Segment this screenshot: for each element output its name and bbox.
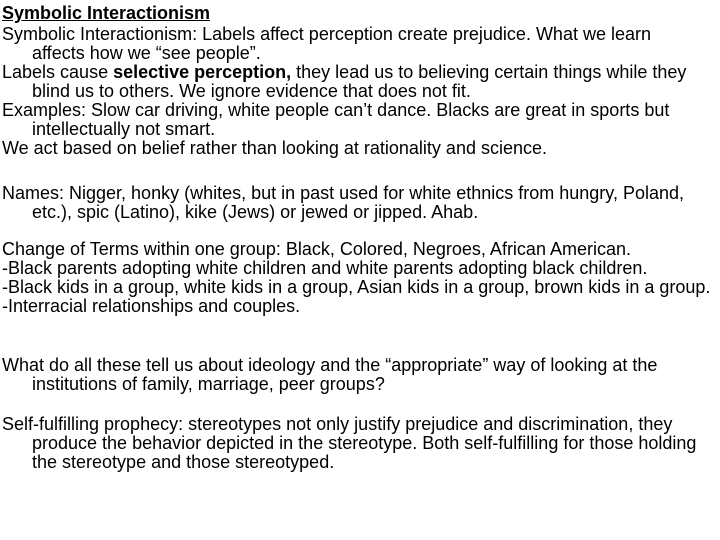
definition-line-2: affects how we “see people”.: [32, 43, 261, 63]
slide-title: [2, 4, 720, 23]
ideology-question-line-2: institutions of family, marriage, peer groups?: [32, 374, 385, 394]
belief-line: We act based on belief rather than looking at rationality and science.: [2, 138, 548, 158]
selective-perception-bold-phrase: selective perception,: [113, 62, 292, 82]
change-of-terms-line-2: -Black parents adopting white children and white parents adopting black children.: [2, 258, 648, 278]
change-of-terms-line-1: Change of Terms within one group: Black, Colored, Negroes, African American.: [2, 239, 631, 259]
change-of-terms-line-4: -Interracial relationships and couples.: [2, 296, 301, 316]
slide-title-text: Symbolic Interactionism: [2, 3, 211, 23]
examples-line-2: intellectually not smart.: [32, 119, 216, 139]
change-of-terms-line-3: -Black kids in a group, white kids in a group, Asian kids in a group, brown kids in a group.: [2, 277, 711, 297]
examples-line-1: Examples: Slow car driving, white people can’t dance. Blacks are great in sports but: [2, 100, 670, 120]
self-fulfilling-line-2: produce the behavior depicted in the stereotype. Both self-fulfilling for those holding: [32, 433, 697, 453]
selective-perception-line-2: blind us to others. We ignore evidence that does not fit.: [32, 81, 471, 101]
names-line-2: etc.), spic (Latino), kike (Jews) or jewed or jipped. Ahab.: [32, 202, 479, 222]
self-fulfilling-line-3: the stereotype and those stereotyped.: [32, 452, 335, 472]
self-fulfilling-line-1: Self-fulfilling prophecy: stereotypes not only justify prejudice and discrimination, they: [2, 414, 673, 434]
selective-perception-line-1: Labels cause selective perception, they lead us to believing certain things while they: [2, 62, 687, 82]
ideology-question-line-1: What do all these tell us about ideology and the “appropriate” way of looking at the: [2, 355, 658, 375]
names-line-1: Names: Nigger, honky (whites, but in past used for white ethnics from hungry, Poland,: [2, 183, 685, 203]
definition-line-1: Symbolic Interactionism: Labels affect perception create prejudice. What we learn: [2, 24, 651, 44]
